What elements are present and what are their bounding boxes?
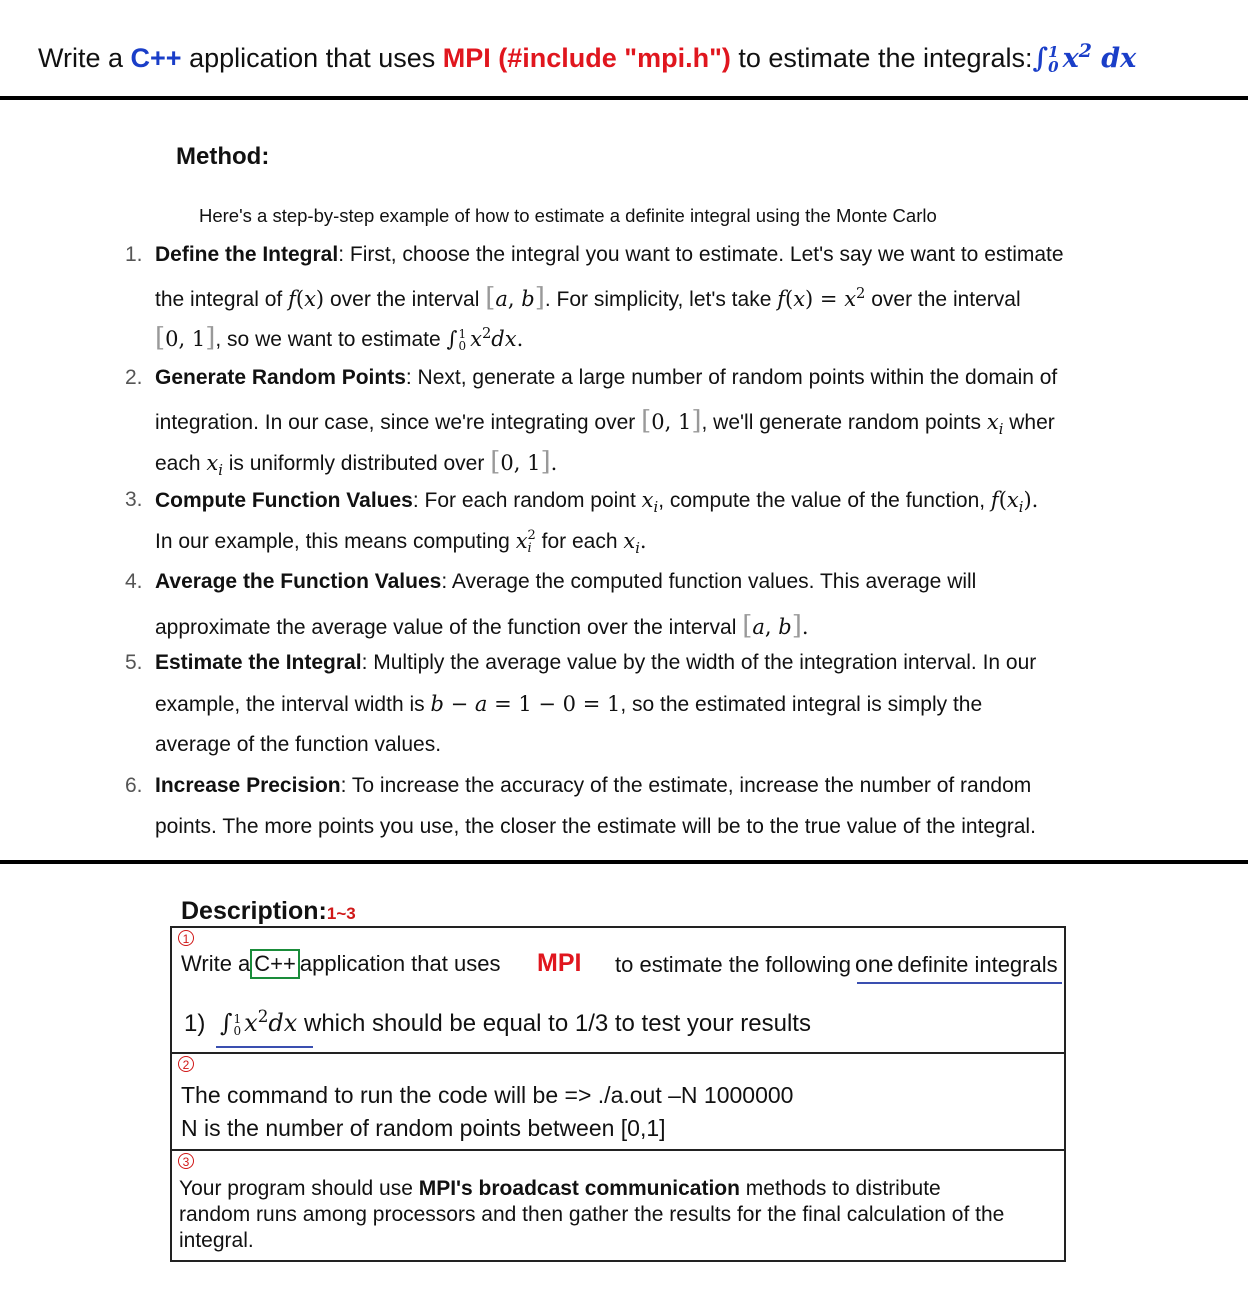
step-text: example, the interval width is	[155, 693, 431, 716]
req-text: to estimate the following	[615, 952, 852, 977]
requirement-line	[615, 951, 1058, 978]
method-intro: Here's a step-by-step example of how to estimate a definite integral using the Monte Carlo	[199, 205, 937, 226]
step-text: . For simplicity, let's take	[544, 288, 778, 311]
step-text: approximate the average value of the function over the interval	[155, 616, 743, 639]
step-number: 5.	[125, 651, 143, 674]
title-suffix: to estimate the integrals:	[730, 43, 1033, 73]
formula-exp: 2	[1078, 40, 1092, 62]
step-text: integration. In our case, since we're integrating over	[155, 411, 642, 434]
method-heading: Method:	[176, 143, 270, 170]
step-title: Increase Precision	[155, 774, 341, 797]
step-text: : Multiply the average value by the width of the integration interval. In our	[361, 651, 1037, 674]
step-line: approximate the average value of the function over the interval [a, b].	[155, 611, 809, 641]
step-text: , so we want to estimate	[215, 328, 447, 351]
step-line	[155, 774, 1031, 798]
description-heading	[181, 897, 356, 926]
step-number: 1.	[125, 243, 143, 266]
step-text: over the interval	[865, 288, 1021, 311]
step-text: In our example, this means computing	[155, 530, 516, 553]
step-text: is uniformly distributed over	[222, 452, 491, 475]
step-line	[155, 570, 976, 594]
req-bold: MPI's broadcast communication	[418, 1177, 740, 1200]
title-prefix: Write a	[38, 43, 131, 73]
item-text: which should be equal to 1/3 to test your results	[303, 1010, 811, 1037]
requirement-line	[181, 949, 500, 979]
req-text: methods to distribute	[739, 1177, 941, 1200]
top-divider	[0, 96, 1248, 100]
step-title: Average the Function Values	[155, 570, 442, 593]
item-number: 1)	[184, 1010, 206, 1037]
req-text: Write a	[181, 951, 251, 976]
req-text: definite integrals	[897, 952, 1058, 977]
requirement-line: integral.	[179, 1229, 254, 1252]
step-title: Define the Integral	[155, 243, 339, 266]
step-line: the integral of f(x) over the interval [a, b]. For simplicity, let's take $f(x) = x^2$ over the interval	[155, 283, 1021, 313]
step-text: wher	[1003, 411, 1055, 434]
step-text: : Next, generate a large number of random points within the domain of	[405, 366, 1058, 389]
title-middle: application that uses	[181, 43, 443, 73]
marker-1: 1	[178, 930, 194, 946]
middle-divider	[0, 860, 1248, 864]
underline	[857, 982, 1062, 984]
requirement-line	[179, 1177, 941, 1201]
command-line: The command to run the code will be => ./a.out –N 1000000	[181, 1082, 794, 1108]
requirement-box-3	[170, 1149, 1066, 1262]
page-title	[38, 40, 1136, 75]
step-number: 4.	[125, 570, 143, 593]
req-cpp: C++	[250, 949, 300, 979]
formula-dx: dx	[1091, 43, 1137, 74]
step-number: 2.	[125, 366, 143, 389]
step-text: the integral of	[155, 288, 289, 311]
step-number: 6.	[125, 774, 143, 797]
requirement-box-1	[170, 926, 1066, 1054]
req-one: one	[855, 951, 894, 977]
requirement-line: random runs among processors and then gather the results for the final calculation of the	[179, 1203, 1005, 1226]
step-text: : To increase the accuracy of the estimate, increase the number of random	[340, 774, 1032, 797]
step-text: : For each random point	[412, 489, 642, 512]
requirement-item: 1) ∫ 1 0 $x^2dx$ which should be equal to 1/3 to test your results	[184, 1006, 811, 1038]
step-line: each $x_i$ is uniformly distributed over [0, 1].	[155, 447, 558, 480]
title-lang: C++	[130, 43, 182, 73]
step-text: , so the estimated integral is simply the	[620, 693, 983, 716]
req-text: application that uses	[299, 951, 501, 976]
step-text: : First, choose the integral you want to estimate. Let's say we want to estimate	[338, 243, 1064, 266]
step-text: average of the function values.	[155, 733, 442, 756]
step-text: each	[155, 452, 207, 475]
step-line: Compute Function Values: For each random point $x_i$, compute the value of the function, $f(x_i)$.	[155, 488, 1039, 517]
step-line	[155, 366, 1057, 390]
marker-2: 2	[178, 1056, 194, 1072]
step-text: over the interval	[324, 288, 486, 311]
step-line: example, the interval width is b − a = 1 − 0 = 1, so the estimated integral is simply the	[155, 692, 983, 716]
formula-lower: 0	[1048, 57, 1059, 76]
title-mpi: MPI (#include "mpi.h")	[442, 43, 731, 73]
step-title: Compute Function Values	[155, 489, 413, 512]
title-formula	[1032, 40, 1137, 76]
step-text: , compute the value of the function,	[658, 489, 991, 512]
step-title: Estimate the Integral	[155, 651, 362, 674]
step-text: , we'll generate random points	[701, 411, 987, 434]
step-number: 3.	[125, 488, 143, 511]
formula-upper: 1	[1048, 42, 1059, 61]
step-line: [0, 1], so we want to estimate ∫ 1 0 $x^2dx$.	[155, 323, 524, 354]
command-note: N is the number of random points between [0,1]	[181, 1115, 666, 1141]
req-mpi: MPI	[537, 949, 582, 977]
description-title: Description:	[181, 897, 327, 925]
step-line	[155, 733, 441, 757]
req-text: Your program should use	[179, 1177, 419, 1200]
formula-body: x	[1062, 43, 1079, 74]
step-line	[155, 815, 1036, 839]
step-text: : Average the computed function values. This average will	[441, 570, 977, 593]
step-text: points. The more points you use, the closer the estimate will be to the true value of the integral.	[155, 815, 1036, 838]
step-line: In our example, this means computing x 2 i for each $x_i$.	[155, 528, 647, 558]
formula-int: ∫	[1032, 43, 1049, 74]
step-text: for each	[535, 530, 624, 553]
description-range: 1~3	[326, 904, 356, 923]
requirement-box-2	[170, 1052, 1066, 1151]
underline	[216, 1046, 313, 1048]
marker-3: 3	[178, 1153, 194, 1169]
step-line	[155, 651, 1036, 675]
step-title: Generate Random Points	[155, 366, 406, 389]
step-line: integration. In our case, since we're integrating over [0, 1], we'll generate random points $x_i$ wher	[155, 406, 1055, 439]
step-line	[155, 243, 1064, 267]
